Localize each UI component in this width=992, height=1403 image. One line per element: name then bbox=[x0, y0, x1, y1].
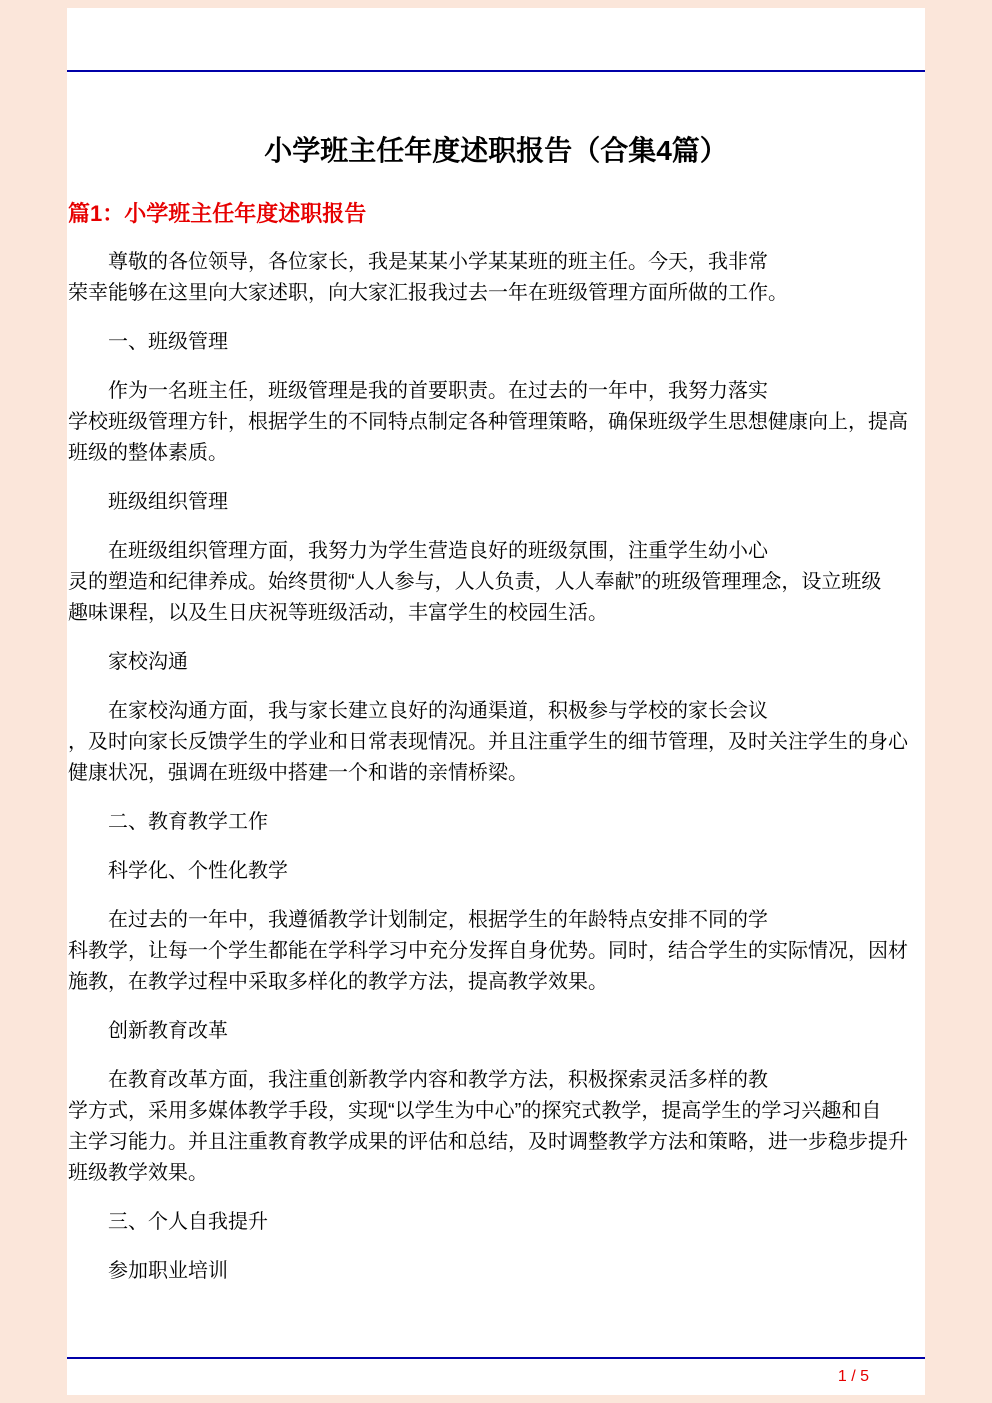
heading-class-organization: 班级组织管理 bbox=[108, 491, 228, 513]
paragraph-personalized-teaching: 在过去的一年中，我遵循教学计划制定，根据学生的年龄特点安排不同的学 科教学，让每一个学生都能在学科学习中充分发挥自身优势。同时，结合学生的实际情况，因材 施教，在教学过程中采取多样化的教学方法，提高教学效果。 bbox=[68, 909, 908, 993]
heading-personalized-teaching: 科学化、个性化教学 bbox=[108, 860, 288, 882]
heading-education-teaching-work: 二、教育教学工作 bbox=[108, 811, 268, 833]
heading-education-reform: 创新教育改革 bbox=[108, 1020, 228, 1042]
paragraph-intro: 尊敬的各位领导，各位家长，我是某某小学某某班的班主任。今天，我非常 荣幸能够在这里向大家述职，向大家汇报我过去一年在班级管理方面所做的工作。 bbox=[68, 251, 788, 304]
document-page bbox=[67, 8, 925, 1395]
heading-self-improvement: 三、个人自我提升 bbox=[108, 1211, 268, 1233]
heading-vocational-training: 参加职业培训 bbox=[108, 1260, 228, 1282]
footer-rule bbox=[67, 1357, 925, 1359]
heading-home-school-communication: 家校沟通 bbox=[108, 651, 188, 673]
page-number: 1 / 5 bbox=[837, 1368, 869, 1385]
document-content bbox=[67, 8, 925, 1287]
paragraph-class-organization: 在班级组织管理方面，我努力为学生营造良好的班级氛围，注重学生幼小心 灵的塑造和纪律养成。始终贯彻“人人参与，人人负责，人人奉献”的班级管理理念，设立班级 趣味课程，以及生日庆祝等班级活动，丰富学生的校园生活。 bbox=[68, 540, 882, 624]
paragraph-class-management: 作为一名班主任，班级管理是我的首要职责。在过去的一年中，我努力落实 学校班级管理方针，根据学生的不同特点制定各种管理策略，确保班级学生思想健康向上，提高 班级的整体素质。 bbox=[68, 380, 908, 464]
heading-class-management: 一、班级管理 bbox=[108, 331, 228, 353]
section-1-heading: 篇1：小学班主任年度述职报告 bbox=[68, 201, 367, 226]
document-title: 小学班主任年度述职报告（合集4篇） bbox=[264, 135, 728, 166]
paragraph-home-school-communication: 在家校沟通方面，我与家长建立良好的沟通渠道，积极参与学校的家长会议 ，及时向家长反馈学生的学业和日常表现情况。并且注重学生的细节管理，及时关注学生的身心 健康状况，强调在班级中搭建一个和谐的亲情桥梁。 bbox=[68, 700, 908, 784]
paragraph-education-reform: 在教育改革方面，我注重创新教学内容和教学方法，积极探索灵活多样的教 学方式，采用多媒体教学手段，实现“以学生为中心”的探究式教学，提高学生的学习兴趣和自 主学习能力。并且注重教育教学成果的评估和总结，及时调整教学方法和策略，进一步稳步提升 班级教学效果。 bbox=[68, 1069, 908, 1184]
